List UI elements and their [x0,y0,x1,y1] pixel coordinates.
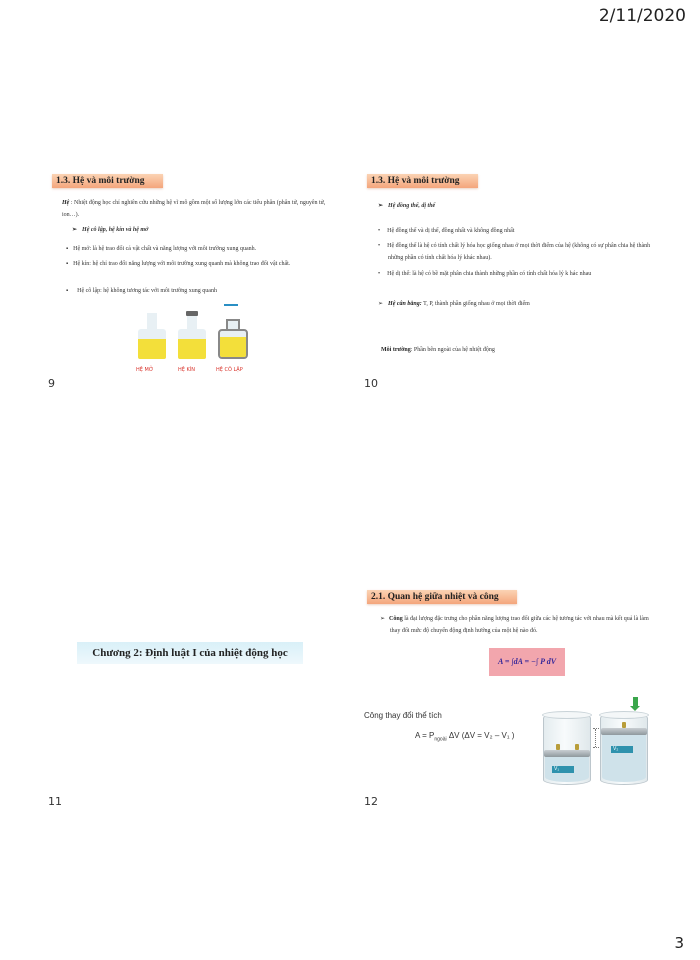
subheading [378,201,435,213]
bullet-text: Hệ đồng thể là hệ có tính chất lý hóa học giống nhau ở mọi thời điểm của hệ (không có sự phân chia hệ thành những phần có tính chất hóa lý khác nhau). [387,243,651,261]
bullet-text: Hệ cô lập: hệ không tương tác với môi trường xung quanh [77,288,217,294]
equilibrium-term: Hệ cân bằng: [388,301,422,307]
system-definition [62,198,332,221]
cylinder-initial-icon [543,713,591,785]
volume-label-v2: V₂ [611,746,633,753]
closed-bottle-icon [178,313,206,359]
work-integral-formula [489,648,565,676]
environment-term: Môi trường [381,347,411,353]
environment-definition [381,345,495,357]
bullet-text: Hệ dị thể: là hệ có bề mặt phân chia thành những phần có tính chất hóa lý k hác nhau [387,271,592,277]
push-down-arrow-icon [633,697,638,707]
isolated-lid-icon [224,304,238,306]
formula-subscript: ngoài [434,736,447,743]
slide-number: 10 [364,377,378,390]
displacement-indicator [593,728,599,748]
environment-text: : Phần bên ngoài của hệ nhiệt động [410,347,495,353]
figure-label-open: HỆ MỞ [136,367,154,373]
volume-label-v1: V₁ [552,766,574,773]
slide-number: 9 [48,377,55,390]
formula-text: A = ∫dA = −∫ P dV [497,657,557,666]
subheading [72,225,148,237]
open-bottle-icon [138,313,166,359]
page-number: 3 [674,934,684,952]
volume-work-formula [415,731,514,743]
equilibrium-line [378,299,530,311]
equilibrium-text: T, P, thành phần giống nhau ở mọi thời điểm [421,301,530,307]
work-definition: ➢ Công là đại lượng đặc trưng cho phần năng lượng trao đổi giữa các hệ tương tác với nhau mà kết quả là làm thay đổi mức độ chuyển động định hướng của một hệ nào đó. [380,616,649,634]
bullet-closed-system [66,259,338,271]
slide-heading: 1.3. Hệ và môi trường [367,174,478,188]
bullet-open-system [66,244,336,256]
bullet-heterogeneous-definition: • Hệ dị thể: là hệ có bề mặt phân chia thành những phần có tính chất hóa lý k hác nhau [378,271,592,277]
bullet-isolated-system [66,286,336,298]
formula-rhs: ΔV (ΔV = V₂ – V₁ ) [446,731,515,740]
subheading-text: Hệ đồng thể, dị thể [388,203,436,209]
formula-lhs: A = P [415,731,435,740]
bullet-text: Hệ kín: hệ chỉ trao đổi năng lượng với môi trường xung quanh mà không trao đổi vật chất. [73,261,291,267]
systems-bottle-figure [130,303,248,373]
slide-heading: 2.1. Quan hệ giữa nhiệt và công [367,590,517,604]
system-definition-text: : Nhiệt động học chỉ nghiên cứu những hệ vĩ mô gồm một số lượng lớn các tiểu phân (phân tử, nguyên tử, ion…). [62,200,326,218]
isolated-bottle-icon [218,313,248,359]
bullet-text: Hệ mở: là hệ trao đổi cả vật chất và năng lượng với môi trường xung quanh. [73,246,257,252]
chapter-title: Chương 2: Định luật I của nhiệt động học [77,642,303,664]
bullet-homogeneous-definition: • Hệ đồng thể là hệ có tính chất lý hóa học giống nhau ở mọi thời điểm của hệ (không có sự phân chia hệ thành những phần có tính chất hóa lý khác nhau). [378,243,651,261]
figure-label-isolated: HỆ CÔ LẬP [216,367,243,373]
cylinder-compressed-icon [600,713,648,785]
document-date: 2/11/2020 [598,6,686,26]
figure-label-closed: HỆ KÍN [178,367,196,373]
work-term: Công [389,616,403,622]
volume-change-title: Công thay đổi thể tích [364,711,442,720]
work-definition-text: là đại lượng đặc trưng cho phần năng lượng trao đổi giữa các hệ tương tác với nhau mà kết quả là làm thay đổi mức độ chuyển động định hướng của một hệ nào đó. [390,616,649,634]
system-term: Hệ [62,200,70,206]
slide-heading: 1.3. Hệ và môi trường [52,174,163,188]
bullet-text: Hệ đồng thể và dị thể, đồng nhất và không đồng nhất [387,228,515,234]
slide-number: 11 [48,795,62,808]
bullet-homogeneous [378,226,658,238]
slide-number: 12 [364,795,378,808]
subheading-text: Hệ cô lập, hệ kín và hệ mở [82,227,149,233]
